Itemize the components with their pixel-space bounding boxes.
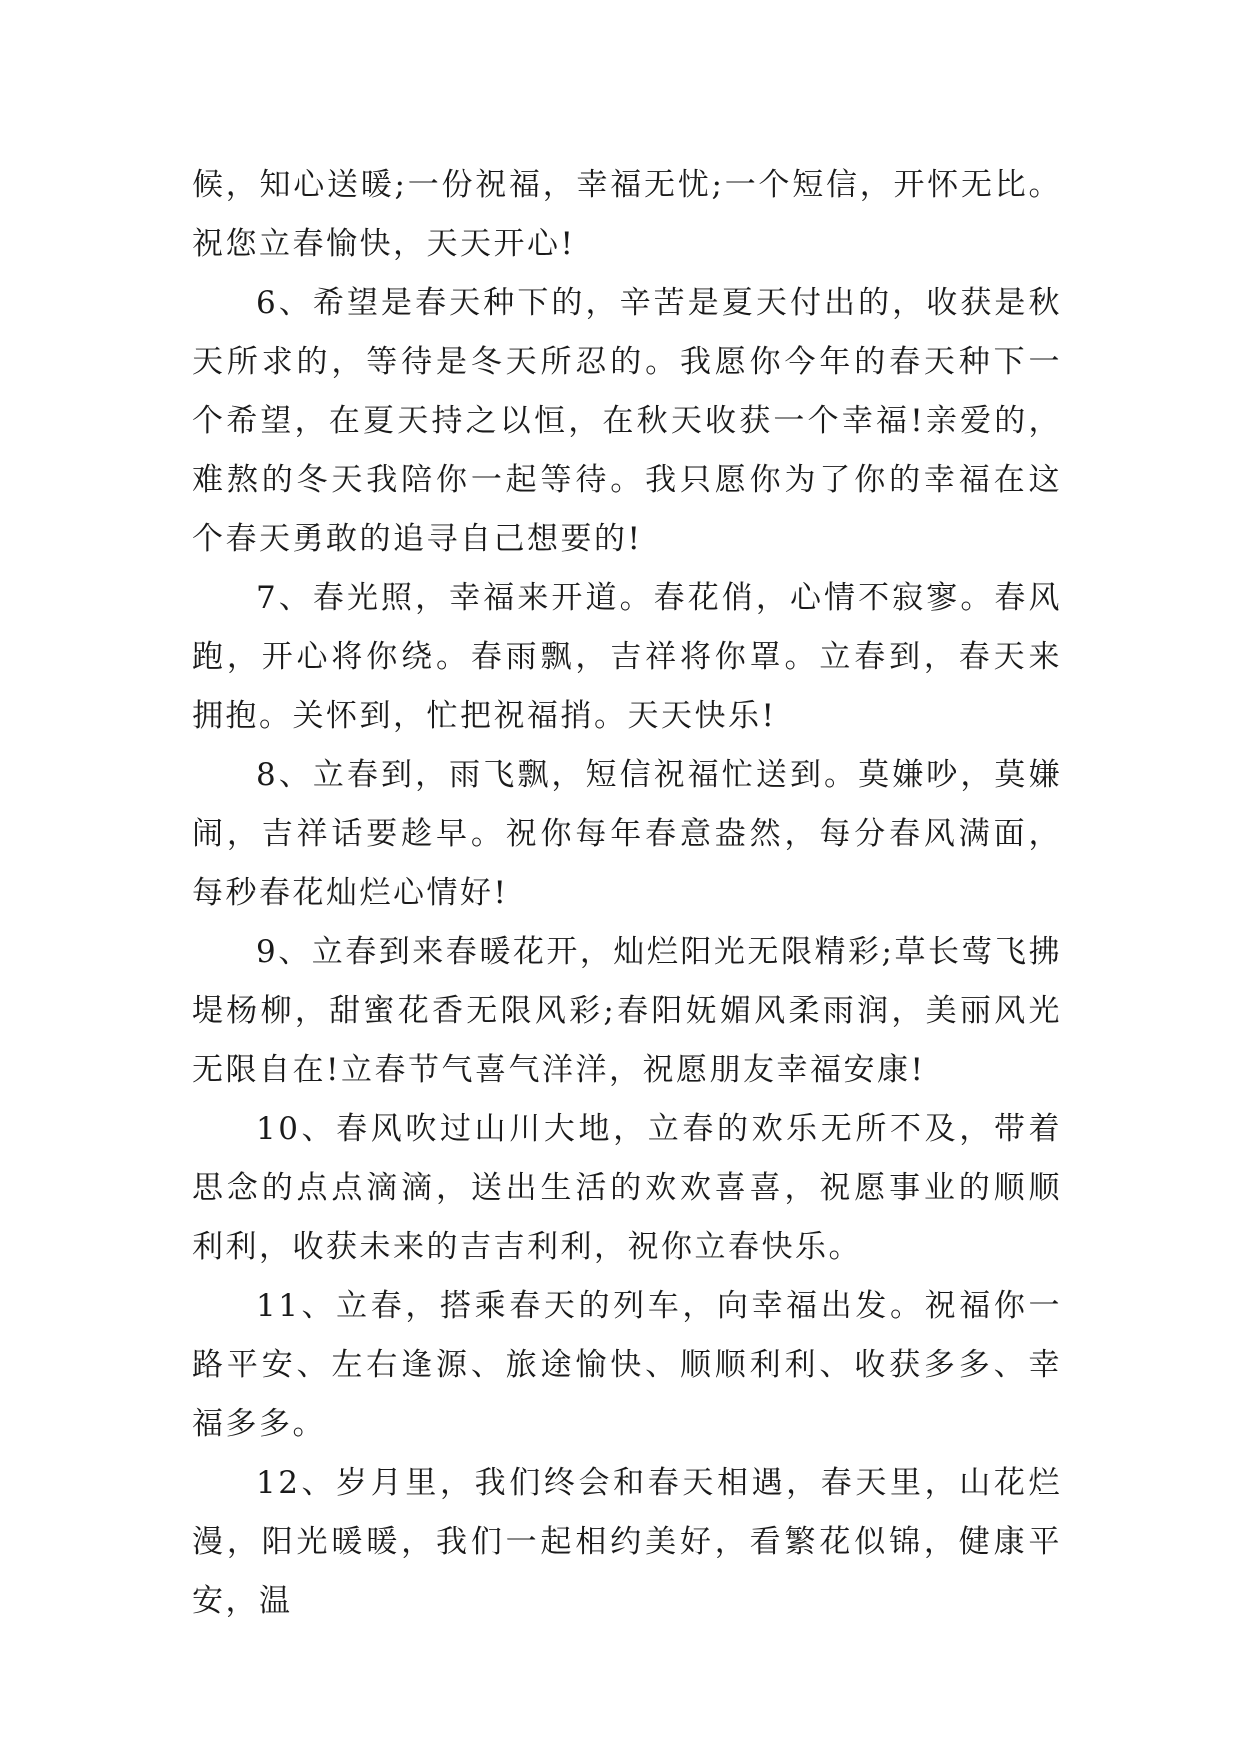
paragraph-6: 6、希望是春天种下的，辛苦是夏天付出的，收获是秋天所求的，等待是冬天所忍的。我愿你今年的春天种下一个希望，在夏天持之以恒，在秋天收获一个幸福!亲爱的，难熬的冬天我陪你一起等待。我只愿你为了你的幸福在这个春天勇敢的追寻自己想要的!	[192, 285, 1062, 557]
paragraph-9: 9、立春到来春暖花开，灿烂阳光无限精彩;草长莺飞拂堤杨柳，甜蜜花香无限风彩;春阳妩媚风柔雨润，美丽风光无限自在!立春节气喜气洋洋，祝愿朋友幸福安康!	[192, 934, 1062, 1088]
paragraph-continuation: 候，知心送暖;一份祝福，幸福无忧;一个短信，开怀无比。祝您立春愉快，天天开心!	[192, 167, 1062, 262]
paragraph-7: 7、春光照，幸福来开道。春花俏，心情不寂寥。春风跑，开心将你绕。春雨飘，吉祥将你罩。立春到，春天来拥抱。关怀到，忙把祝福捎。天天快乐!	[192, 580, 1062, 734]
paragraph-8: 8、立春到，雨飞飘，短信祝福忙送到。莫嫌吵，莫嫌闹，吉祥话要趁早。祝你每年春意盎然，每分春风满面，每秒春花灿烂心情好!	[192, 757, 1062, 911]
paragraph-10: 10、春风吹过山川大地，立春的欢乐无所不及，带着思念的点点滴滴，送出生活的欢欢喜喜，祝愿事业的顺顺利利，收获未来的吉吉利利，祝你立春快乐。	[192, 1111, 1062, 1265]
paragraph-11: 11、立春，搭乘春天的列车，向幸福出发。祝福你一路平安、左右逢源、旅途愉快、顺顺利利、收获多多、幸福多多。	[192, 1288, 1062, 1442]
paragraph-12: 12、岁月里，我们终会和春天相遇，春天里，山花烂漫，阳光暖暖，我们一起相约美好，看繁花似锦，健康平安，温	[192, 1465, 1062, 1619]
document-body	[192, 156, 1062, 1631]
